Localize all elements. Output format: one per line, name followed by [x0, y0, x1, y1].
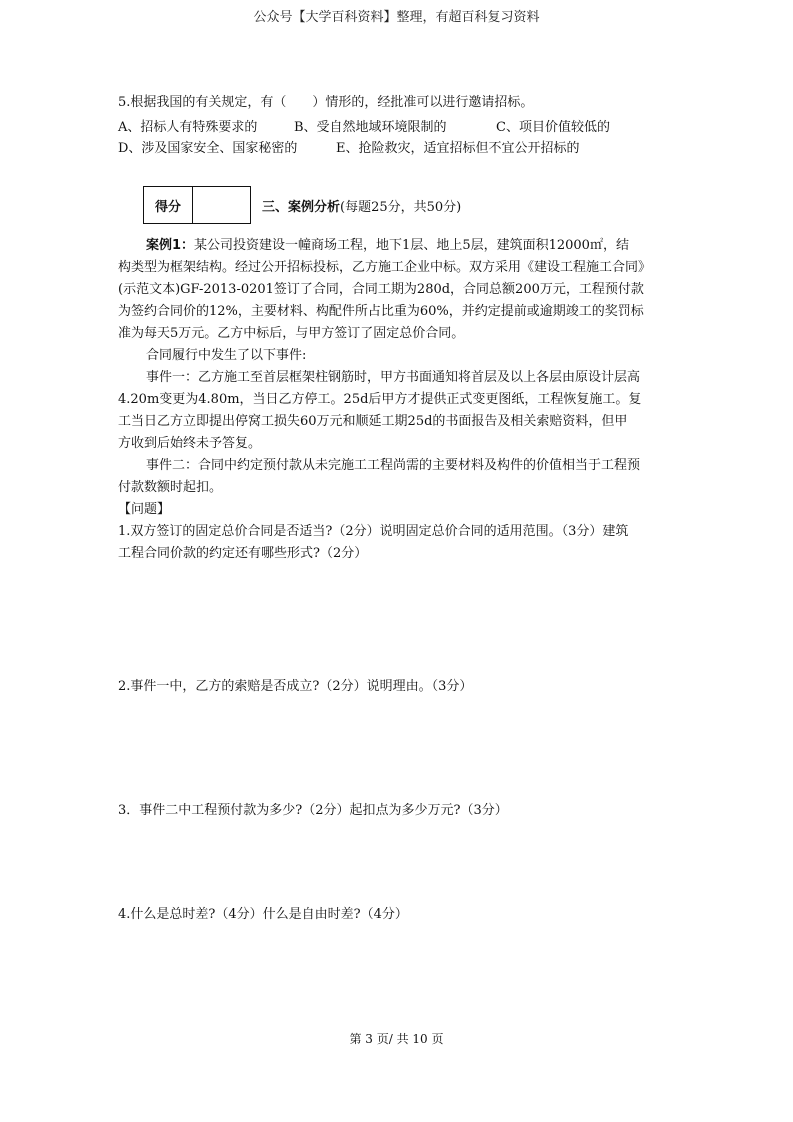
question-1: 1.双方签订的固定总价合同是否适当?（2分）说明固定总价合同的适用范围。（3分）建筑: [118, 524, 629, 539]
question-2: 2.事件一中，乙方的索赔是否成立?（2分）说明理由。（3分）: [118, 679, 473, 694]
case-line: 方收到后始终未予答复。: [118, 436, 262, 451]
case-event-2: 事件二：合同中约定预付款从未完施工工程尚需的主要材料及构件的价值相当于工程预: [146, 458, 641, 473]
section-note: (每题25分，共50分): [340, 200, 462, 215]
case-first-line: [146, 236, 629, 256]
case-line: 4.20m变更为4.80m，当日乙方停工。25d后甲方才提供正式变更图纸，工程恢复施工。复: [118, 392, 642, 407]
page-header: 公众号【大学百科资料】整理，有超百科复习资料: [253, 10, 540, 25]
case-event-1: 事件一：乙方施工至首层框架柱钢筋时，甲方书面通知将首层及以上各层由原设计层高: [146, 370, 641, 385]
question-1-cont: 工程合同价款的约定还有哪些形式?（2分）: [118, 546, 368, 561]
case-line: 某公司投资建设一幢商场工程，地下1层、地上5层，建筑面积12000㎡，结: [194, 238, 629, 253]
q5-option-c: C、项目价值较低的: [496, 120, 610, 135]
case-line: 准为每天5万元。乙方中标后，与甲方签订了固定总价合同。: [118, 326, 465, 341]
section-title-text: 三、案例分析: [262, 200, 341, 215]
score-box: [143, 186, 251, 224]
case-line: 合同履行中发生了以下事件:: [146, 348, 307, 363]
page-footer: 第 3 页/ 共 10 页: [349, 1032, 444, 1046]
question-4: 4.什么是总时差?（4分）什么是自由时差?（4分）: [118, 907, 408, 922]
case-line: 工当日乙方立即提出停窝工损失60万元和顺延工期25d的书面报告及相关索赔资料，但甲: [118, 414, 628, 429]
case-line: 付款数额时起扣。: [118, 480, 223, 495]
score-value-cell: [193, 187, 250, 223]
question-3: 3．事件二中工程预付款为多少?（2分）起扣点为多少万元?（3分）: [118, 803, 508, 818]
case-line: (示范文本)GF-2013-0201签订了合同，合同工期为280d，合同总额200万元，工程预付款: [118, 282, 644, 297]
q5-option-e: E、抢险救灾，适宜招标但不宜公开招标的: [336, 141, 580, 156]
q5-option-b: B、受自然地域环境限制的: [294, 120, 447, 135]
q5-option-d: D、涉及国家安全、国家秘密的: [118, 141, 298, 156]
section-title: [262, 196, 461, 215]
case-line: 构类型为框架结构。经过公开招标投标，乙方施工企业中标。双方采用《建设工程施工合同》: [118, 260, 652, 275]
score-label: 得分: [144, 187, 193, 223]
q5-option-a: A、招标人有特殊要求的: [118, 120, 258, 135]
case-line: 为签约合同价的12%，主要材料、构配件所占比重为60%，并约定提前或逾期竣工的奖罚标: [118, 304, 644, 319]
case-label: 案例1：: [146, 238, 195, 253]
questions-header: 【问题】: [118, 502, 171, 517]
q5-stem: 5.根据我国的有关规定，有（ ）情形的，经批准可以进行邀请招标。: [118, 95, 534, 110]
